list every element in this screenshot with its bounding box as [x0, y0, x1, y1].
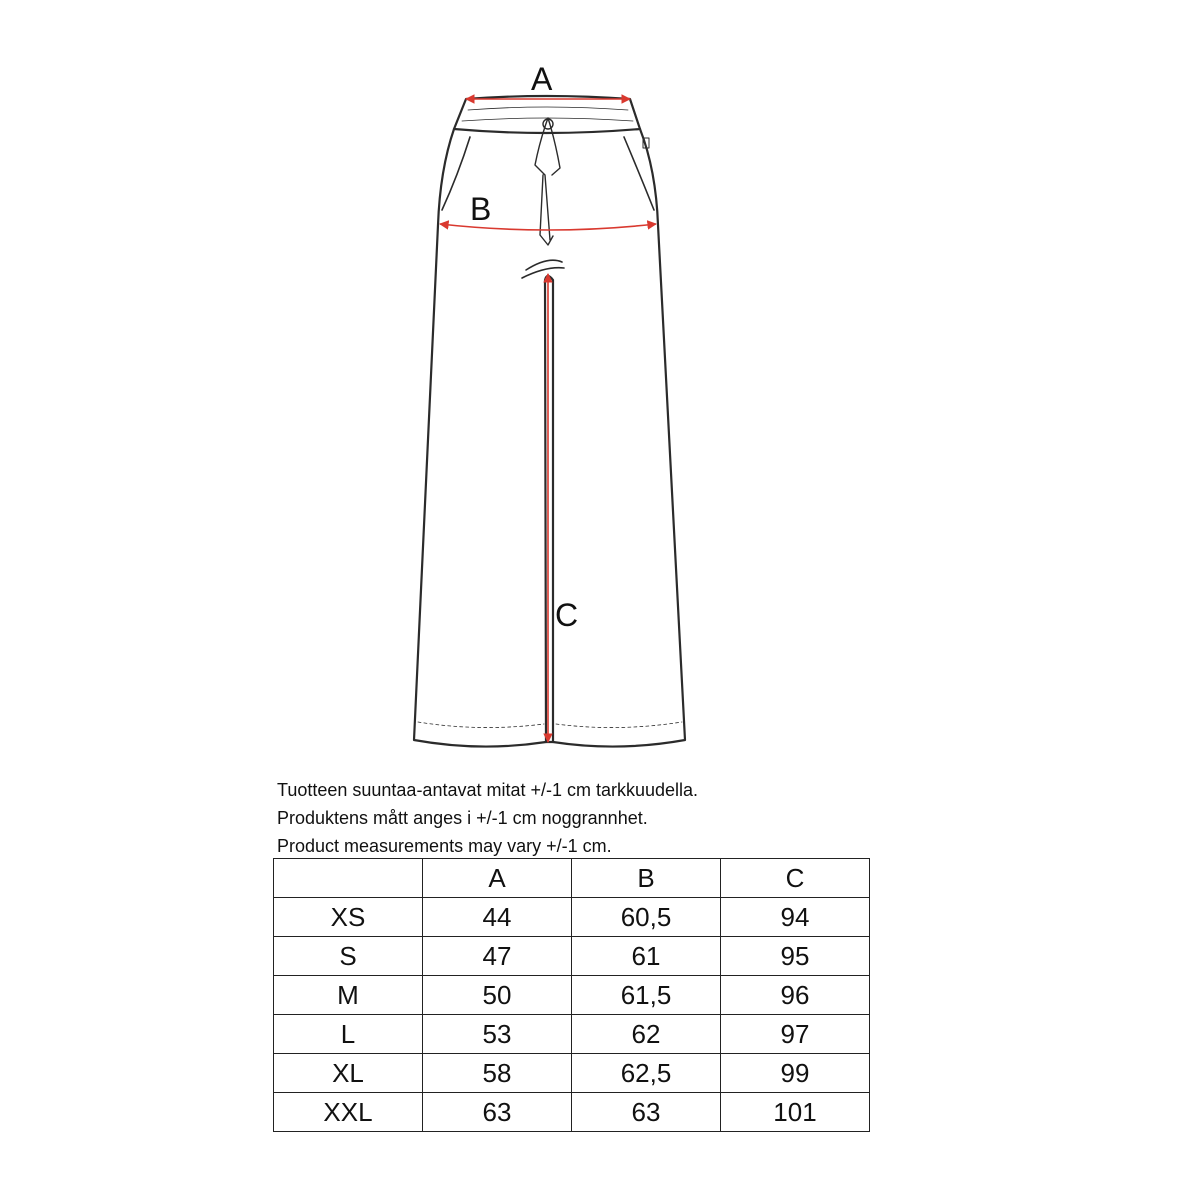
right-hem-stitch	[556, 722, 682, 728]
table-header-cell: B	[572, 859, 721, 898]
note-swedish: Produktens mått anges i +/-1 cm noggrannhet.	[277, 808, 648, 828]
value-cell: 47	[423, 937, 572, 976]
waistband	[454, 96, 640, 133]
value-cell: 60,5	[572, 898, 721, 937]
value-cell: 58	[423, 1054, 572, 1093]
drawstring-knot	[543, 119, 553, 129]
inseam	[545, 276, 553, 742]
note-english: Product measurements may vary +/-1 cm.	[277, 836, 612, 856]
value-cell: 61,5	[572, 976, 721, 1015]
table-row	[274, 937, 870, 976]
value-cell: 94	[721, 898, 870, 937]
value-cell: 97	[721, 1015, 870, 1054]
size-cell: L	[274, 1015, 423, 1054]
note-finnish: Tuotteen suuntaa-antavat mitat +/-1 cm tarkkuudella.	[277, 780, 699, 800]
size-cell: M	[274, 976, 423, 1015]
table-row	[274, 1015, 870, 1054]
label-c: C	[555, 597, 579, 633]
size-cell: XL	[274, 1054, 423, 1093]
value-cell: 95	[721, 937, 870, 976]
table-row	[274, 1093, 870, 1132]
measurement-notes	[277, 776, 977, 860]
label-b: B	[470, 191, 492, 227]
value-cell: 63	[423, 1093, 572, 1132]
value-cell: 62,5	[572, 1054, 721, 1093]
drawstring	[535, 118, 560, 245]
value-cell: 62	[572, 1015, 721, 1054]
label-a: A	[531, 61, 553, 97]
left-pocket	[442, 137, 470, 210]
table-row	[274, 1054, 870, 1093]
size-cell: S	[274, 937, 423, 976]
value-cell: 53	[423, 1015, 572, 1054]
value-cell: 96	[721, 976, 870, 1015]
value-cell: 99	[721, 1054, 870, 1093]
value-cell: 44	[423, 898, 572, 937]
table-row	[274, 976, 870, 1015]
value-cell: 63	[572, 1093, 721, 1132]
table-row	[274, 898, 870, 937]
table-header-cell: C	[721, 859, 870, 898]
trousers-body	[414, 129, 685, 747]
size-cell: XXL	[274, 1093, 423, 1132]
left-hem-stitch	[418, 722, 544, 728]
table-header-cell: A	[423, 859, 572, 898]
size-table	[273, 858, 870, 1132]
waistband-stitch-top	[468, 107, 628, 110]
table-header-row	[274, 859, 870, 898]
fly-seam	[522, 260, 564, 278]
value-cell: 61	[572, 937, 721, 976]
value-cell: 101	[721, 1093, 870, 1132]
trousers-outline	[414, 96, 685, 747]
table-header-cell	[274, 859, 423, 898]
value-cell: 50	[423, 976, 572, 1015]
size-cell: XS	[274, 898, 423, 937]
